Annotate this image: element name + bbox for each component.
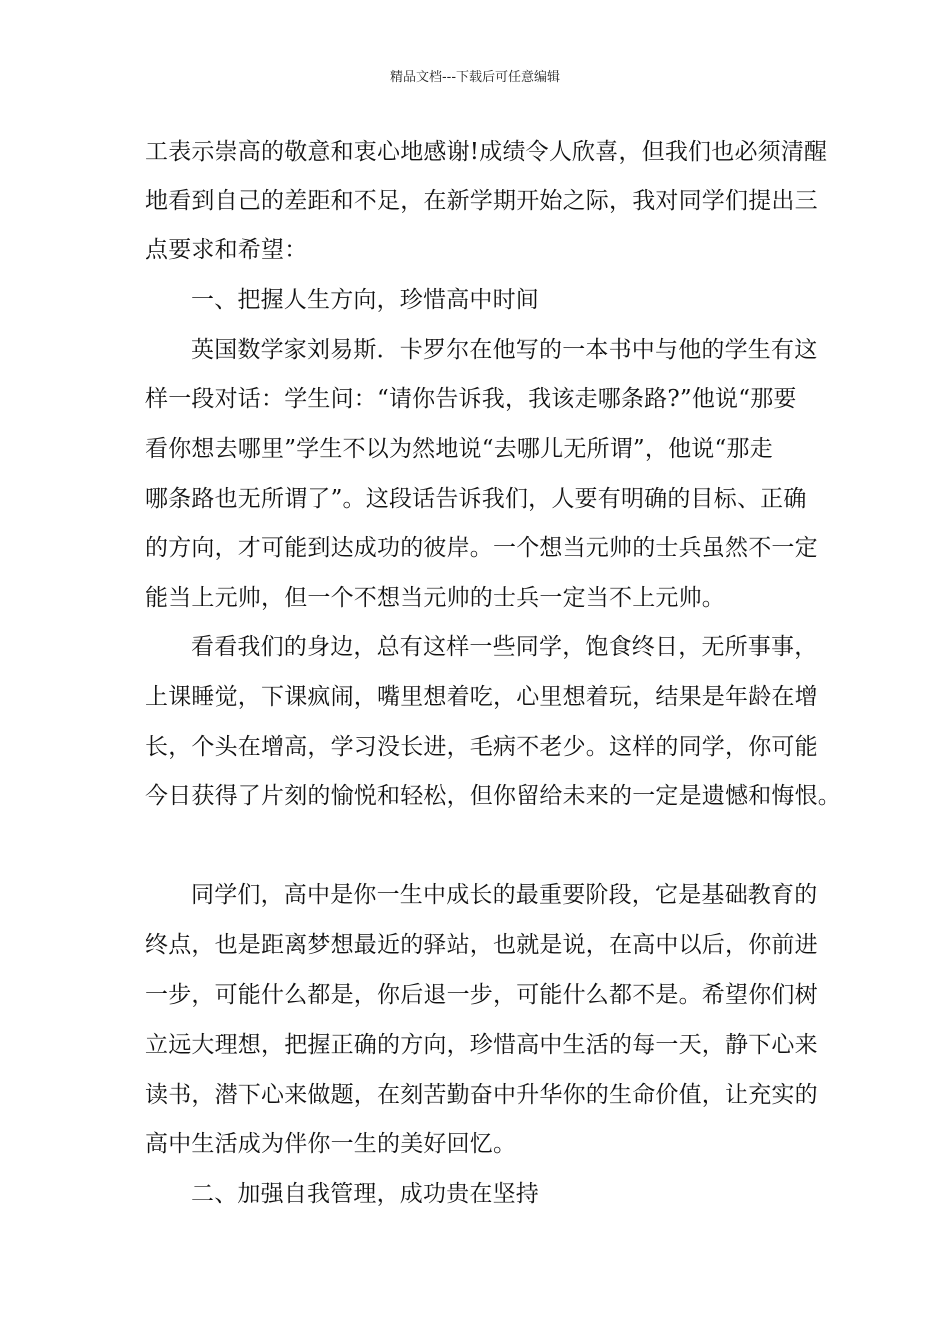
body-line: 一步，可能什么都是，你后退一步，可能什么都不是。希望你们树	[145, 982, 818, 1008]
body-line: 点要求和希望：	[145, 237, 308, 263]
body-line: 终点，也是距离梦想最近的驿站，也就是说，在高中以后，你前进	[145, 932, 818, 958]
body-line: 地看到自己的差距和不足，在新学期开始之际，我对同学们提出三	[145, 188, 818, 214]
body-line: 看看我们的身边，总有这样一些同学，饱食终日，无所事事，	[191, 634, 818, 660]
body-line: 的方向，才可能到达成功的彼岸。一个想当元帅的士兵虽然不一定	[145, 535, 818, 561]
section-heading-2: 二、加强自我管理，成功贵在坚持	[191, 1181, 539, 1207]
body-line: 同学们，高中是你一生中成长的最重要阶段，它是基础教育的	[191, 882, 818, 908]
body-line: 立远大理想，把握正确的方向，珍惜高中生活的每一天，静下心来	[145, 1032, 818, 1058]
page-header: 精品文档---下载后可任意编辑	[389, 70, 561, 85]
body-line: 样一段对话：学生问：“请你告诉我，我该走哪条路?”他说“那要	[145, 386, 797, 412]
body-line: 哪条路也无所谓了”。这段话告诉我们，人要有明确的目标、正确	[145, 486, 807, 512]
body-line: 读书，潜下心来做题，在刻苦勤奋中升华你的生命价值，让充实的	[145, 1082, 818, 1108]
section-heading-1: 一、把握人生方向，珍惜高中时间	[191, 287, 539, 313]
body-line: 英国数学家刘易斯．卡罗尔在他写的一本书中与他的学生有这	[191, 337, 818, 363]
body-line: 看你想去哪里”学生不以为然地说“去哪儿无所谓”，他说“那走	[145, 436, 773, 462]
body-line: 今日获得了片刻的愉悦和轻松，但你留给未来的一定是遗憾和悔恨。	[145, 783, 841, 809]
body-line: 工表示崇高的敬意和衷心地感谢!成绩令人欣喜，但我们也必须清醒	[145, 139, 828, 165]
body-line: 长，个头在增高，学习没长进，毛病不老少。这样的同学，你可能	[145, 734, 818, 760]
body-line: 上课睡觉，下课疯闹，嘴里想着吃，心里想着玩，结果是年龄在增	[145, 684, 818, 710]
body-line: 高中生活成为伴你一生的美好回忆。	[145, 1131, 517, 1157]
body-line: 能当上元帅，但一个不想当元帅的士兵一定当不上元帅。	[145, 585, 725, 611]
